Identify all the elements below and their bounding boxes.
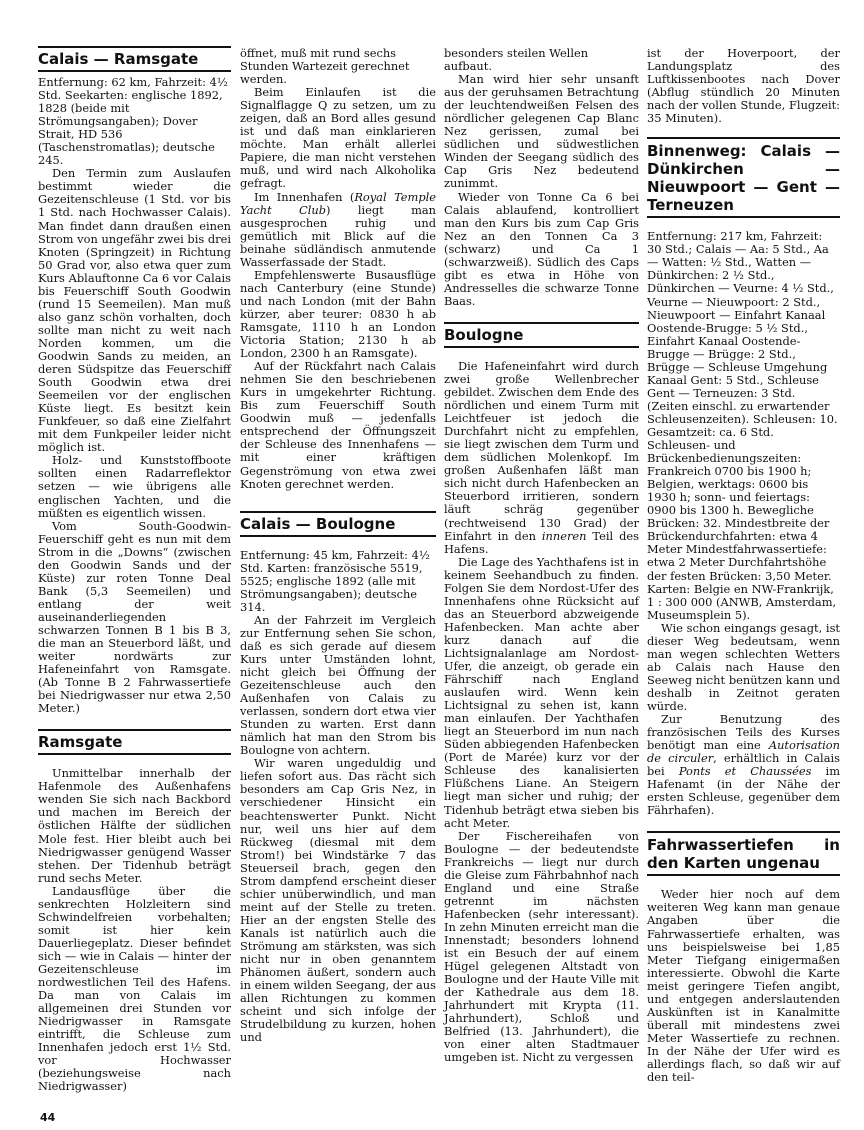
facts-calais-boulogne: Entfernung: 45 km, Fahrzeit: 4½ Std. Karten: französische 5519, 5525; englische 1892 (alle mit Strömungsangaben); deutsche 314. xyxy=(240,547,430,614)
paragraph: Die Hafeneinfahrt wird durch zwei große Wellenbrecher gebildet. Zwischen dem Ende des nördlichen und einem Turm mit Leichtfeuer ist jedoch die Durchfahrt nicht zu empfehlen, sie liegt zwischen dem Turm und dem südlichen Molenkopf. Im großen Außenhafen läßt man sich nicht durch Hafenbecken an Steuerbord irritieren, sondern läuft schräg gegenüber (rechtweisend 130 Grad) der Einfahrt in den inneren Teil des Hafens. xyxy=(444,358,640,556)
section-boulogne xyxy=(444,322,639,348)
section-ramsgate xyxy=(38,729,231,755)
paragraph: Landausflüge über die senkrechten Holzleitern sind Schwindelfreien vorbehalten; somit ist hier kein Dauerliegeplatz. Dieser befindet sich — wie in Calais — hinter der Gezeitenschleuse im nordwestlichen Teil des Hafens. Da man von Calais im allgemeinen drei Stunden vor Niedrigwasser in Ramsgate eintrifft, die Schleuse zum Innenhafen jedoch erst 1½ Std. vor Hochwasser (beziehungsweise nach Niedrigwasser) xyxy=(38,883,231,1094)
paragraph: Auf der Rückfahrt nach Calais nehmen Sie den beschriebenen Kurs in umgekehrter Richtung. Bis zum Feuerschiff South Goodwin muß — jedenfalls entsprechend der Öffnungszeit der Schleuse des Innenhafens — mit einer kräftigen Gegenströmung von etwa zwei Knoten gerechnet werden. xyxy=(240,359,436,491)
heading-fahrwassertiefen: Fahrwassertiefen in den Karten ungenau xyxy=(647,836,840,876)
paragraph: Der Fischereihafen von Boulogne — der bedeutendste Frankreichs — liegt nur durch die Gleise zum Fährbahnhof nach England und eine Straße getrennt im nächsten Hafenbecken (sehr interessant). In zehn Minuten erreicht man die Innenstadt; besonders lohnend ist ein Besuch der auf einem Hügel gelegenen Altstadt von Boulogne und der Haute Ville mit der Kathedrale aus dem 18. Jahrhundert mit Krypta (11. Jahrhundert), Schloß und Belfried (13. Jahrhundert), die von einer alten Stadtmauer umgeben ist. Nicht zu vergessen xyxy=(444,828,639,1065)
column-1 xyxy=(38,46,231,1093)
column-2 xyxy=(240,47,436,1044)
section-rule xyxy=(240,511,436,513)
paragraph: Beim Einlaufen ist die Signalflagge Q zu setzen, um zu zeigen, daß an Bord alles gesund ist und daß man einklarieren möchte. Man erhält allerlei Papiere, die man nicht verstehen muß, und wird nach Alkoholika gefragt. xyxy=(240,85,436,191)
heading-boulogne: Boulogne xyxy=(444,327,639,348)
paragraph: Im Innenhafen (Royal Temple Yacht Club) liegt man ausgesprochen ruhig und gemütlich mit Blick auf die beinahe südländisch anmutende Wasserfassade der Stadt. xyxy=(240,189,436,269)
paragraph: besonders steilen Wellen aufbaut. xyxy=(444,46,589,74)
section-rule xyxy=(38,729,231,731)
section-calais-boulogne xyxy=(240,511,436,537)
section-rule xyxy=(647,831,840,833)
heading-binnenweg: Binnenweg: Calais — Dünkirchen — Nieuwpoort — Gent — Terneuzen xyxy=(647,142,840,218)
section-binnenweg xyxy=(647,137,840,218)
paragraph: öffnet, muß mit rund sechs Stunden Wartezeit gerechnet werden. xyxy=(240,46,410,87)
facts-binnenweg: Entfernung: 217 km, Fahrzeit: 30 Std.; Calais — Aa: 5 Std., Aa — Watten: ½ Std., Watten — Dünkirchen: 2 ½ Std., Dünkirchen — Veurne: 4 ½ Std., Veurne — Nieuwpoort: 2 Std., Nieuwpoort — Einfahrt Kanaal Oostende-Brugge: 5 ½ Std., Einfahrt Kanaal Oostende-Brugge — Brügge: 2 Std., Brügge — Schleuse Umgehung Kanaal Gent: 5 Std., Schleuse Gent — Terneuzen: 3 Std. (Zeiten einschl. zu erwartender Schleusenzeiten). Schleusen: 10. Gesamtzeit: ca. 6 Std. Schleusen- und Brückenbedienungszeiten: Frankreich 0700 bis 1900 h; Belgien, werktags: 0600 bis 1930 h; sonn- und feiertags: 0900 bis 1300 h. Bewegliche Brücken: 32. Mindestbreite der Brückendurchfahrten: etwa 4 Meter Mindestfahrwassertiefe: etwa 2 Meter Durchfahrtshöhe der festen Brücken: 3,50 Meter. Karten: Belgie en NW-Frankrijk, 1 : 300 000 (ANWB, Amsterdam, Museumsplein 5). xyxy=(647,229,838,622)
paragraph: Die Lage des Yachthafens ist in keinem Seehandbuch zu finden. Folgen Sie dem Nordost-Ufer des Innenhafens ohne Rücksicht auf das an Steuerbord abzweigende Hafenbecken. Man achte aber kurz danach auf die Lichtsignalanlage am Nordost-Ufer, die anzeigt, ob gerade ein Fährschiff nach England auslaufen wird. Wenn kein Lichtsignal zu sehen ist, kann man einlaufen. Der Yachthafen liegt an Steuerbord im nun nach Süden abbiegenden Hafenbecken (Port de Marée) kurz vor der Schleuse des kanalisierten Flüßchens Liane. An Steigern liegt man sicher und ruhig; der Tidenhub beträgt etwa sieben bis acht Meter. xyxy=(444,554,639,830)
column-4 xyxy=(647,47,840,1084)
paragraph: Empfehlenswerte Busausflüge nach Canterbury (eine Stunde) und nach London (mit der Bahn kürzer, aber teurer: 0830 h ab Ramsgate, 1110 h an London Victoria Station; 2130 h ab London, 2300 h an Ramsgate). xyxy=(240,267,436,361)
column-3 xyxy=(444,47,639,1064)
heading-calais-boulogne: Calais — Boulogne xyxy=(240,516,436,537)
paragraph: Unmittelbar innerhalb der Hafenmole des Außenhafens wenden Sie sich nach Backbord und machen im Bereich der östlichen Hälfte der südlichen Mole fest. Hier bleibt auch bei Niedrigwasser genügend Wasser stehen. Der Tidenhub beträgt rund sechs Meter. xyxy=(38,766,231,885)
paragraph: Vom South-Goodwin-Feuerschiff geht es nun mit dem Strom in die „Downs“ (zwischen den Goodwin Sands und der Küste) zur roten Tonne Deal Bank (5,3 Seemeilen) und entlang der weit auseinanderliegenden schwarzen Tonnen B 1 bis B 3, die man an Steuerbord läßt, und weiter nordwärts zur Hafeneinfahrt von Ramsgate. (Ab Tonne B 2 Fahrwassertiefe bei Niedrigwasser nur etwa 2,50 Meter.) xyxy=(38,518,231,716)
paragraph: Weder hier noch auf dem weiteren Weg kann man genaue Angaben über die Fahrwassertiefe erhalten, was uns beispielsweise bei 1,85 Meter Tiefgang einigermaßen interessierte. Obwohl die Karte meist geringere Tiefen angibt, und entgegen anderslautenden Auskünften ist in Kanalmitte überall mit mindestens zwei Meter Wassertiefe zu rechnen. In der Nähe der Ufer wird es allerdings flach, so daß wir auf den teil- xyxy=(647,887,840,1085)
section-rule xyxy=(444,322,639,324)
page-number: 44 xyxy=(40,1111,56,1124)
paragraph: Wieder von Tonne Ca 6 bei Calais ablaufend, kontrolliert man den Kurs bis zum Cap Gris Nez an den Tonnen Ca 3 (schwarz) und Ca 1 (schwarzweiß). Südlich des Caps gibt es etwa in Höhe von Andresselles die schwarze Tonne Baas. xyxy=(444,189,639,308)
section-calais-ramsgate xyxy=(38,46,231,72)
section-rule xyxy=(38,46,231,48)
emphasis: inneren xyxy=(541,528,587,543)
yacht-club-name: Royal Temple Yacht Club xyxy=(240,189,436,217)
paragraph: Zur Benutzung des französischen Teils des Kurses benötigt man eine Autorisation de circuler, erhältlich in Calais bei Ponts et Chaussées im Hafenamt (in der Nähe der ersten Schleuse, gegenüber dem Fährhafen). xyxy=(647,712,840,818)
emphasis: Ponts et Chaussées xyxy=(678,764,812,779)
paragraph: Man wird hier sehr unsanft aus der geruhsamen Betrachtung der leuchtendweißen Felsen des nördlicher gelegenen Cap Blanc Nez gerissen, zumal bei südlichen und südwestlichen Winden der Seegang südlich des Cap Gris Nez bedeutend zunimmt. xyxy=(444,72,639,191)
paragraph: Holz- und Kunststoffboote sollten einen Radarreflektor setzen — wie übrigens alle englischen Yachten, und die müßten es eigentlich wissen. xyxy=(38,453,231,520)
emphasis: Autorisation de circuler xyxy=(647,738,840,766)
paragraph: ist der Hoverpoort, der Landungsplatz des Luftkissenbootes nach Dover (Abflug stündlich 20 Minuten nach der vollen Stunde, Flugzeit: 35 Minuten). xyxy=(647,46,840,126)
heading-ramsgate: Ramsgate xyxy=(38,734,231,755)
section-fahrwassertiefen xyxy=(647,831,840,876)
heading-calais-ramsgate: Calais — Ramsgate xyxy=(38,51,231,72)
facts-calais-ramsgate: Entfernung: 62 km, Fahrzeit: 4½ Std. Seekarten: englische 1892, 1828 (beide mit Strömungsangaben); Dover Strait, HD 536 (Taschenstromatlas); deutsche 245. xyxy=(38,75,228,168)
paragraph: An der Fahrzeit im Vergleich zur Entfernung sehen Sie schon, daß es sich gerade auf diesem Kurs unter Umständen lohnt, nicht gleich bei Öffnung der Gezeitenschleuse auch den Außenhafen von Calais zu verlassen, sondern dort etwa vier Stunden zu warten. Erst dann nämlich hat man den Strom bis Boulogne von achtern. xyxy=(240,612,436,758)
paragraph: Den Termin zum Auslaufen bestimmt wieder die Gezeitenschleuse (1 Std. vor bis 1 Std. nach Hochwasser Calais). Man findet dann draußen einen Strom von ungefähr zwei bis drei Knoten (Springzeit) in Richtung 50 Grad vor, also etwa quer zum Kurs Ablauftonne Ca 6 vor Calais bis Feuerschiff South Goodwin (rund 15 Seemeilen). Man muß also ganz schön vorhalten, doch sollte man nicht zu weit nach Norden kommen, um die Goodwin Sands zu meiden, an deren Südspitze das Feuerschiff South Goodwin etwa drei Seemeilen vor der englischen Küste liegt. Es besitzt kein Funkfeuer, so daß eine Zielfahrt mit dem Funkpeiler leider nicht möglich ist. xyxy=(38,166,231,455)
paragraph: Wie schon eingangs gesagt, ist dieser Weg bedeutsam, wenn man wegen schlechten Wetters ab Calais nach Hause den Seeweg nicht benützen kann und deshalb in Zeitnot geraten würde. xyxy=(647,620,840,713)
section-rule xyxy=(647,137,840,139)
paragraph: Wir waren ungeduldig und liefen sofort aus. Das rächt sich besonders am Cap Gris Nez, in verschiedener Hinsicht ein beachtenswerter Punkt. Nicht nur, weil uns hier auf dem Rückweg (diesmal mit dem Strom!) bei Windstärke 7 das Steuerseil brach, gegen den Strom dampfend erscheint dieser schier unüberwindlich, und man meint auf der Stelle zu treten. Hier an der engsten Stelle des Kanals ist natürlich auch die Strömung am stärksten, was sich nicht nur in oben genanntem Phänomen äußert, sondern auch in einem wilden Seegang, der aus allen Richtungen zu kommen scheint und sich infolge der Strudelbildung zu kurzen, hohen und xyxy=(240,756,436,1045)
